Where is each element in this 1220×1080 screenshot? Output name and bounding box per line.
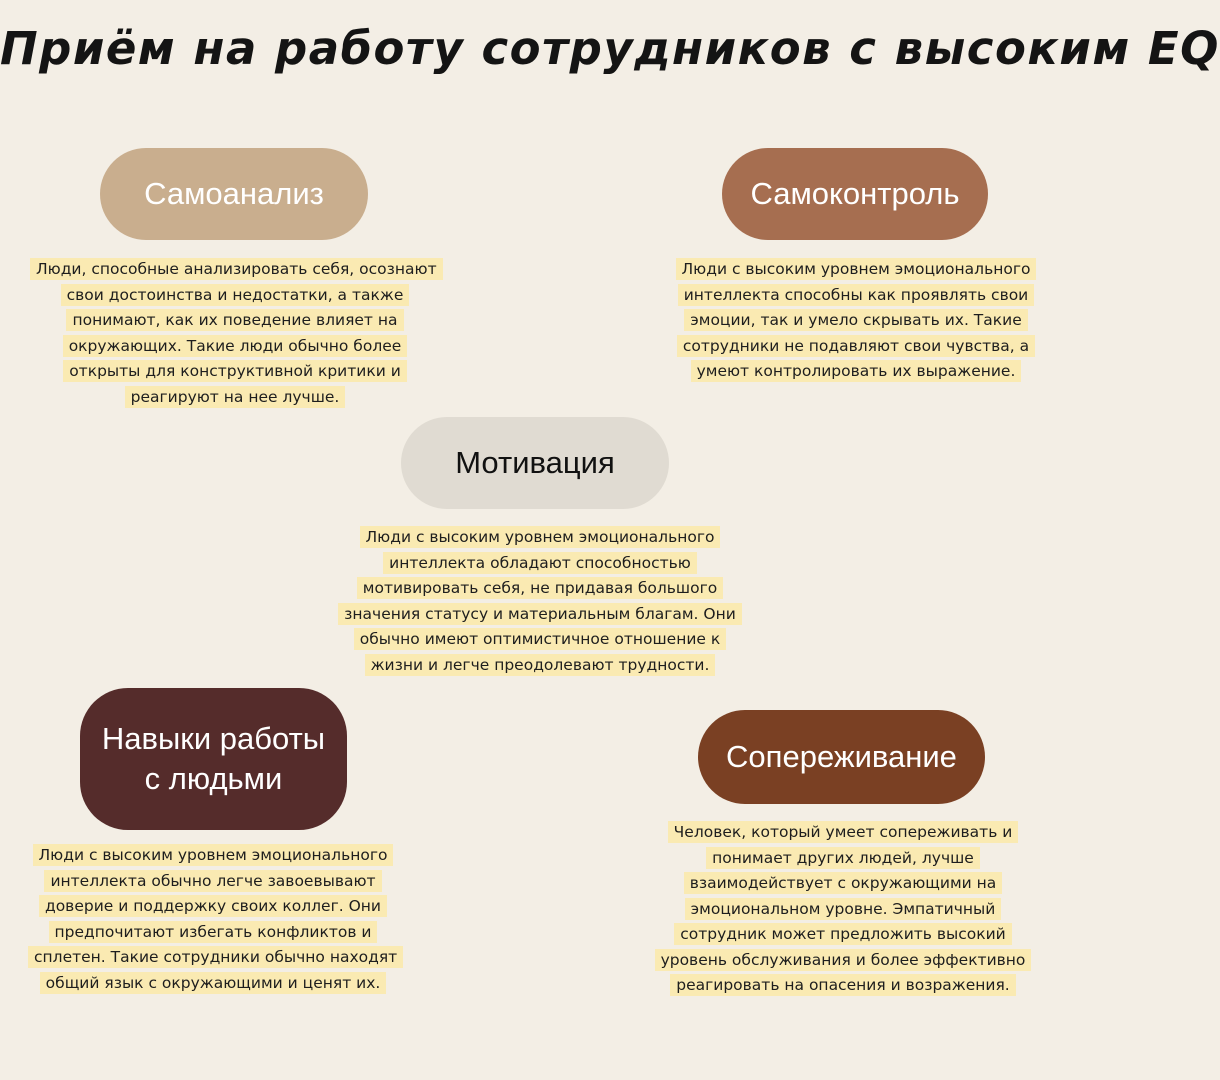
people-skills-text: Люди с высоким уровнем эмоционального интеллекта обычно легче завоевывают доверие и поддержку своих коллег. Они предпочитают избегать конфликтов и сплетен. Такие сотрудники обычно находят общий язык с окружающими и ценят их. xyxy=(28,844,403,994)
self-control-pill: Самоконтроль xyxy=(722,148,988,240)
self-control-text: Люди с высоким уровнем эмоционального интеллекта способны как проявлять свои эмоции, так и умело скрывать их. Такие сотрудники не подавляют свои чувства, а умеют контролировать их выражение. xyxy=(676,258,1037,382)
people-skills-description xyxy=(28,843,398,996)
motivation-pill: Мотивация xyxy=(401,417,669,509)
self-analysis-pill: Самоанализ xyxy=(100,148,368,240)
empathy-description xyxy=(650,820,1036,999)
page-title: Приём на работу сотрудников с высоким EQ xyxy=(0,22,1220,75)
self-analysis-description xyxy=(30,257,440,410)
empathy-pill: Сопереживание xyxy=(698,710,985,804)
motivation-text: Люди с высоким уровнем эмоционального интеллекта обладают способностью мотивировать себя, не придавая большого значения статусу и материальным благам. Они обычно имеют оптимистичное отношение к жизни и легче преодолевают трудности. xyxy=(338,526,742,676)
self-control-description xyxy=(668,257,1044,385)
self-analysis-text: Люди, способные анализировать себя, осознают свои достоинства и недостатки, а также понимают, как их поведение влияет на окружающих. Такие люди обычно более открыты для конструктивной критики и реагируют на нее лучше. xyxy=(30,258,443,408)
empathy-text: Человек, который умеет сопереживать и понимает других людей, лучше взаимодействует с окружающими на эмоциональном уровне. Эмпатичный сотрудник может предложить высокий уровень обслуживания и более эффективно реагировать на опасения и возражения. xyxy=(655,821,1032,996)
people-skills-pill: Навыки работы с людьми xyxy=(80,688,347,830)
motivation-description xyxy=(336,525,744,678)
